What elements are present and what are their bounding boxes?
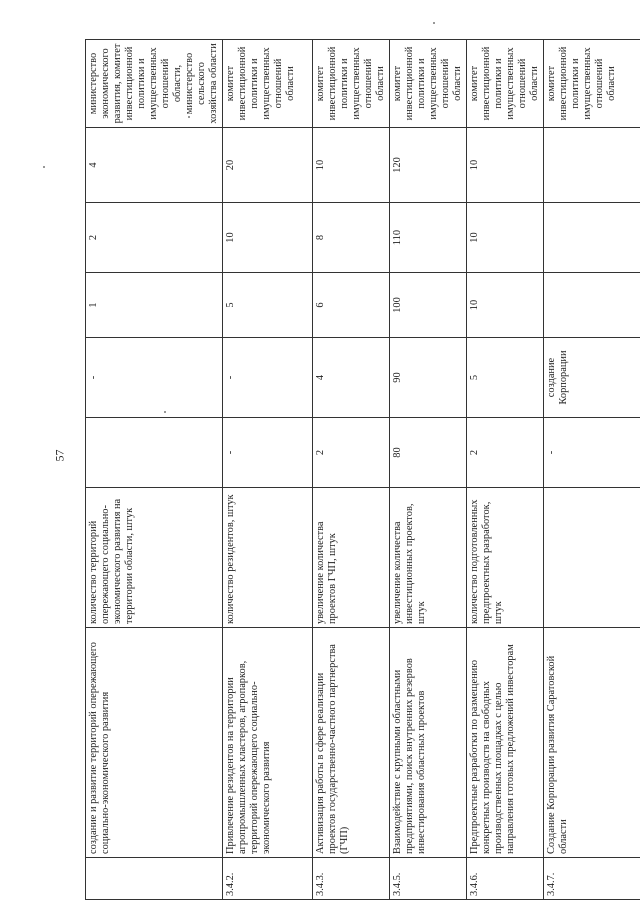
indicator-cell: количество территорий опережающего социально-экономического развития на территории области, штук	[86, 488, 223, 628]
year-2-value-cell	[544, 203, 640, 273]
year-1-value-cell: 10	[467, 273, 544, 338]
year-1-value-cell: 6	[313, 273, 390, 338]
activity-cell: Взаимодействие с крупными областными предприятиями, поиск внутренних резервов инвестирования областных проектов	[390, 628, 467, 858]
row-number	[86, 858, 223, 900]
responsible-cell: комитет инвестиционной политики и имущественных отношений области	[467, 40, 544, 128]
year-1-value-cell: 100	[390, 273, 467, 338]
year-1-value-cell	[544, 273, 640, 338]
row-number: 3.4.5.	[390, 858, 467, 900]
year-1-value-cell: 1	[86, 273, 223, 338]
base-value-2-cell: 4	[313, 338, 390, 418]
scan-speck	[433, 22, 435, 24]
base-value-1-cell: 2	[313, 418, 390, 488]
year-2-value-cell: 10	[467, 203, 544, 273]
activity-cell: Привлечение резидентов на территории агропромышленных кластеров, агропарков, территорий опережающего социально-экономического развития	[223, 628, 313, 858]
responsible-cell: комитет инвестиционной политики и имущественных отношений области	[544, 40, 640, 128]
base-value-1-cell: -	[223, 418, 313, 488]
year-3-value-cell: 120	[390, 128, 467, 203]
row-number: 3.4.2.	[223, 858, 313, 900]
table-row	[86, 40, 223, 900]
table-row	[223, 40, 313, 900]
table-container	[85, 40, 617, 900]
table-row	[544, 40, 640, 900]
row-number: 3.4.6.	[467, 858, 544, 900]
year-2-value-cell: 110	[390, 203, 467, 273]
table-row	[467, 40, 544, 900]
base-value-1-cell	[86, 418, 223, 488]
base-value-1-cell: -	[544, 418, 640, 488]
table-row	[390, 40, 467, 900]
activity-cell: Предпроектные разработки по размещению конкретных производств на свободных производственных площадках с целью направления готовых предложений инвесторам	[467, 628, 544, 858]
year-1-value-cell: 5	[223, 273, 313, 338]
row-number: 3.4.3.	[313, 858, 390, 900]
indicator-cell: количество подготовленных предпроектных разработок, штук	[467, 488, 544, 628]
base-value-2-cell: 5	[467, 338, 544, 418]
indicator-cell: увеличение количества проектов ГЧП, штук	[313, 488, 390, 628]
year-3-value-cell: 20	[223, 128, 313, 203]
indicator-cell: увеличение количества инвестиционных проектов, штук	[390, 488, 467, 628]
responsible-cell: комитет инвестиционной политики и имущественных отношений области	[313, 40, 390, 128]
year-3-value-cell: 10	[313, 128, 390, 203]
year-3-value-cell	[544, 128, 640, 203]
row-number: 3.4.7.	[544, 858, 640, 900]
responsible-cell: министерство экономического развития, комитет инвестиционной политики и имущественных отношений области, министерство сельского хозяйства области	[86, 40, 223, 128]
responsible-cell: комитет инвестиционной политики и имущественных отношений области	[390, 40, 467, 128]
year-2-value-cell: 10	[223, 203, 313, 273]
page-number: 57	[52, 449, 67, 462]
base-value-2-cell: -	[86, 338, 223, 418]
base-value-2-cell: создание Корпорации	[544, 338, 640, 418]
year-2-value-cell: 8	[313, 203, 390, 273]
activity-cell: Активизация работы в сфере реализации проектов государственно-частного партнерства (ГЧП)	[313, 628, 390, 858]
responsible-cell: комитет инвестиционной политики и имущественных отношений области	[223, 40, 313, 128]
indicator-cell: количество резидентов, штук	[223, 488, 313, 628]
year-2-value-cell: 2	[86, 203, 223, 273]
base-value-2-cell: 90	[390, 338, 467, 418]
indicators-table	[85, 39, 640, 900]
activity-cell: создание и развитие территорий опережающего социально-экономического развития	[86, 628, 223, 858]
base-value-1-cell: 80	[390, 418, 467, 488]
scan-speck	[43, 166, 45, 168]
base-value-2-cell: -	[223, 338, 313, 418]
year-3-value-cell: 4	[86, 128, 223, 203]
table-row	[313, 40, 390, 900]
indicator-cell	[544, 488, 640, 628]
base-value-1-cell: 2	[467, 418, 544, 488]
activity-cell: Создание Корпорации развития Саратовской области	[544, 628, 640, 858]
year-3-value-cell: 10	[467, 128, 544, 203]
